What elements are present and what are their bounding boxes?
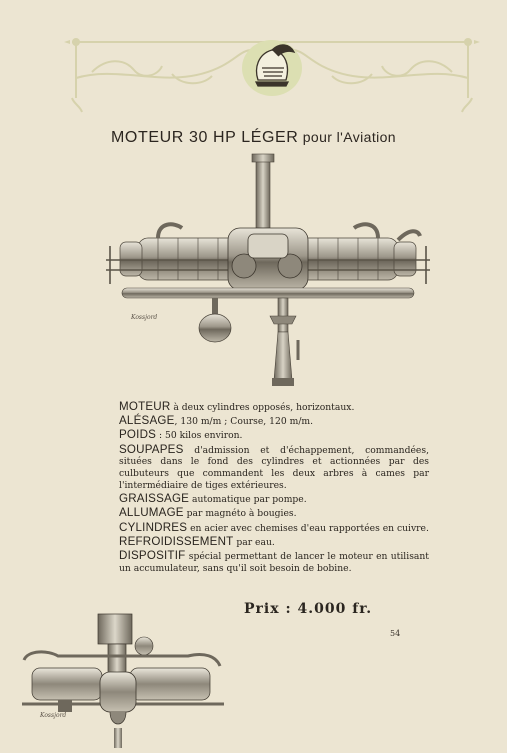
spec-text: d'admission et d'échappement, commandées, situées dans le fond des cylindres et actionnées par des culbuteurs que commandent les deux arbres à cames par l'intermédiaire de tiges extérieures. — [119, 444, 429, 491]
spec-text: spécial permettant de lancer le moteur en utilisant un accumulateur, sans qu'il soit besoin de bobine. — [119, 550, 429, 574]
spec-text: , 130 m/m ; Course, 120 m/m. — [174, 416, 314, 428]
spec-key: DISPOSITIF — [119, 548, 186, 562]
spec-text: automatique par pompe. — [189, 494, 307, 506]
page-title — [0, 129, 507, 147]
spec-text: par magnéto à bougies. — [183, 508, 297, 520]
ornament-header — [62, 28, 482, 113]
spec-key: REFROIDISSEMENT — [119, 534, 234, 548]
engraver-signature-bottom: Kossjord — [40, 712, 67, 719]
spec-item — [119, 444, 429, 492]
spec-item — [119, 550, 429, 575]
spec-item — [119, 401, 429, 414]
spec-text: : 50 kilos environ. — [156, 430, 243, 442]
spec-item — [119, 507, 429, 520]
engraver-signature-top: Kossjord — [131, 314, 158, 321]
spec-key: CYLINDRES — [119, 520, 188, 534]
spec-text: à deux cylindres opposés, horizontaux. — [170, 402, 355, 413]
spec-item — [119, 415, 429, 428]
title-sub: pour l'Aviation — [302, 129, 396, 145]
spec-item — [119, 429, 429, 442]
spec-key: MOTEUR — [119, 400, 171, 413]
spec-key: SOUPAPES — [119, 442, 184, 456]
spec-key: GRAISSAGE — [119, 492, 190, 506]
specifications-list — [119, 401, 429, 576]
engine-bottom-illustration — [18, 612, 228, 753]
engine-top-illustration — [98, 150, 438, 395]
page-number: 54 — [390, 629, 401, 638]
spec-key: ALÉSAGE — [119, 414, 175, 428]
spec-item — [119, 493, 429, 506]
spec-key: ALLUMAGE — [119, 506, 184, 520]
title-main: MOTEUR 30 HP LÉGER — [111, 129, 299, 146]
spec-text: en acier avec chemises d'eau rapportées en cuivre. — [187, 522, 429, 534]
price-label: Prix : 4.000 fr. — [244, 601, 373, 617]
spec-key: POIDS — [119, 428, 157, 442]
spec-text: par eau. — [233, 536, 275, 548]
spec-item — [119, 536, 429, 549]
spec-item — [119, 522, 429, 535]
